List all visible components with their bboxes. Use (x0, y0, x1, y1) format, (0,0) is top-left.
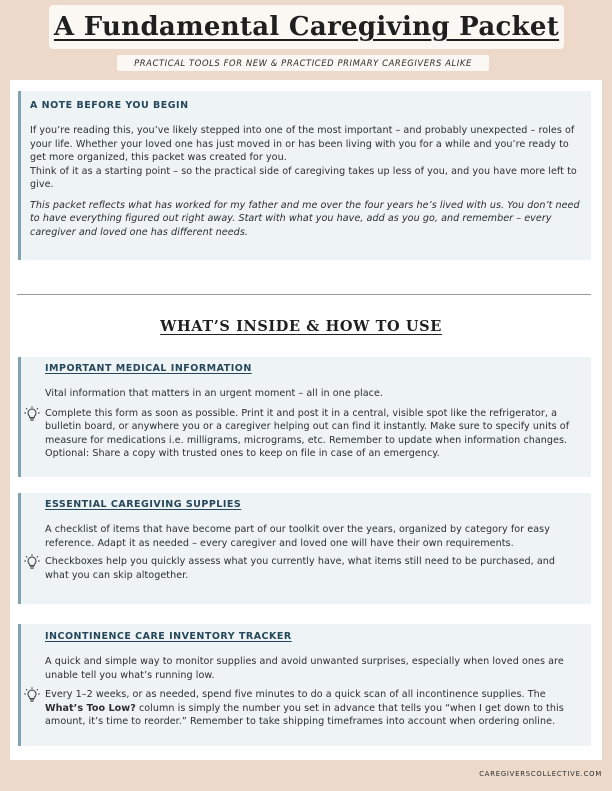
page-title: A Fundamental Caregiving Packet (53, 12, 560, 42)
section-heading: IMPORTANT MEDICAL INFORMATION (45, 363, 252, 374)
section-description: A checklist of items that have become part of our toolkit over the years, organized by category for easy reference. Adapt it as needed – every caregiver and loved one will have their own requirements. (45, 524, 550, 549)
tip-column-name: What’s Too Low? (45, 702, 136, 714)
section-tip (45, 555, 581, 582)
tip-text (45, 688, 581, 729)
tip-text: Complete this form as soon as possible. Print it and post it in a central, visible spot like the refrigerator, a bulletin board, or anywhere you or a caregiver helping out can find it instantly. Make sure to specify units of measure for medications i.e. milligrams, micrograms, etc. Remember to update when information changes. Optional: Share a copy with trusted ones to keep on file in case of an emergency. (45, 407, 570, 459)
title-banner (49, 5, 564, 49)
section-heading: ESSENTIAL CAREGIVING SUPPLIES (45, 499, 242, 510)
lightbulb-icon (24, 406, 40, 422)
section-heading: INCONTINENCE CARE INVENTORY TRACKER (45, 631, 292, 642)
section-tip (45, 688, 581, 729)
section-inventory-tracker (18, 624, 591, 746)
subtitle-banner (117, 55, 489, 71)
note-block (18, 91, 591, 260)
footer-website: CAREGIVERSCOLLECTIVE.COM (479, 770, 602, 778)
document-page (10, 80, 602, 760)
note-paragraph-2: Think of it as a starting point – so the practical side of caregiving takes up less of you, and you have more left to give. (30, 165, 577, 190)
note-paragraph-1: If you’re reading this, you’ve likely stepped into one of the most important – and probably unexpected – roles of your life. Whether your loved one has just moved in or has been living with you for a while and you’re ready to get more organized, this packet was created for you. (30, 125, 575, 163)
lightbulb-icon (24, 687, 40, 703)
inside-title: WHAT’S INSIDE & HOW TO USE (160, 318, 442, 335)
section-supplies (18, 493, 591, 604)
section-divider (17, 294, 591, 295)
tip-text: Checkboxes help you quickly assess what you currently have, what items still need to be purchased, and what you can skip altogether. (45, 556, 556, 581)
note-heading: A NOTE BEFORE YOU BEGIN (30, 100, 189, 111)
section-description: A quick and simple way to monitor supplies and avoid unwanted surprises, especially when loved ones are unable tell you what’s running low. (45, 656, 564, 681)
section-tip (45, 407, 581, 461)
section-description: Vital information that matters in an urgent moment – all in one place. (45, 388, 384, 399)
tip-text-start: Every 1–2 weeks, or as needed, spend five minutes to do a quick scan of all incontinence supplies. The (45, 689, 546, 700)
note-paragraph-3: This packet reflects what has worked for my father and me over the four years he’s lived with us. You don’t need to have everything figured out right away. Start with what you have, add as you go, and remember – every caregiver and loved one has different needs. (30, 199, 580, 238)
tip-text-end: column is simply the number you set in advance that tells you “when I get down to this amount, it’s time to reorder.” Remember to take shipping timeframes into account when ordering online. (45, 702, 564, 727)
lightbulb-icon (24, 554, 40, 570)
section-medical-info (18, 357, 591, 477)
page-subtitle: PRACTICAL TOOLS FOR NEW & PRACTICED PRIMARY CAREGIVERS ALIKE (134, 58, 472, 68)
